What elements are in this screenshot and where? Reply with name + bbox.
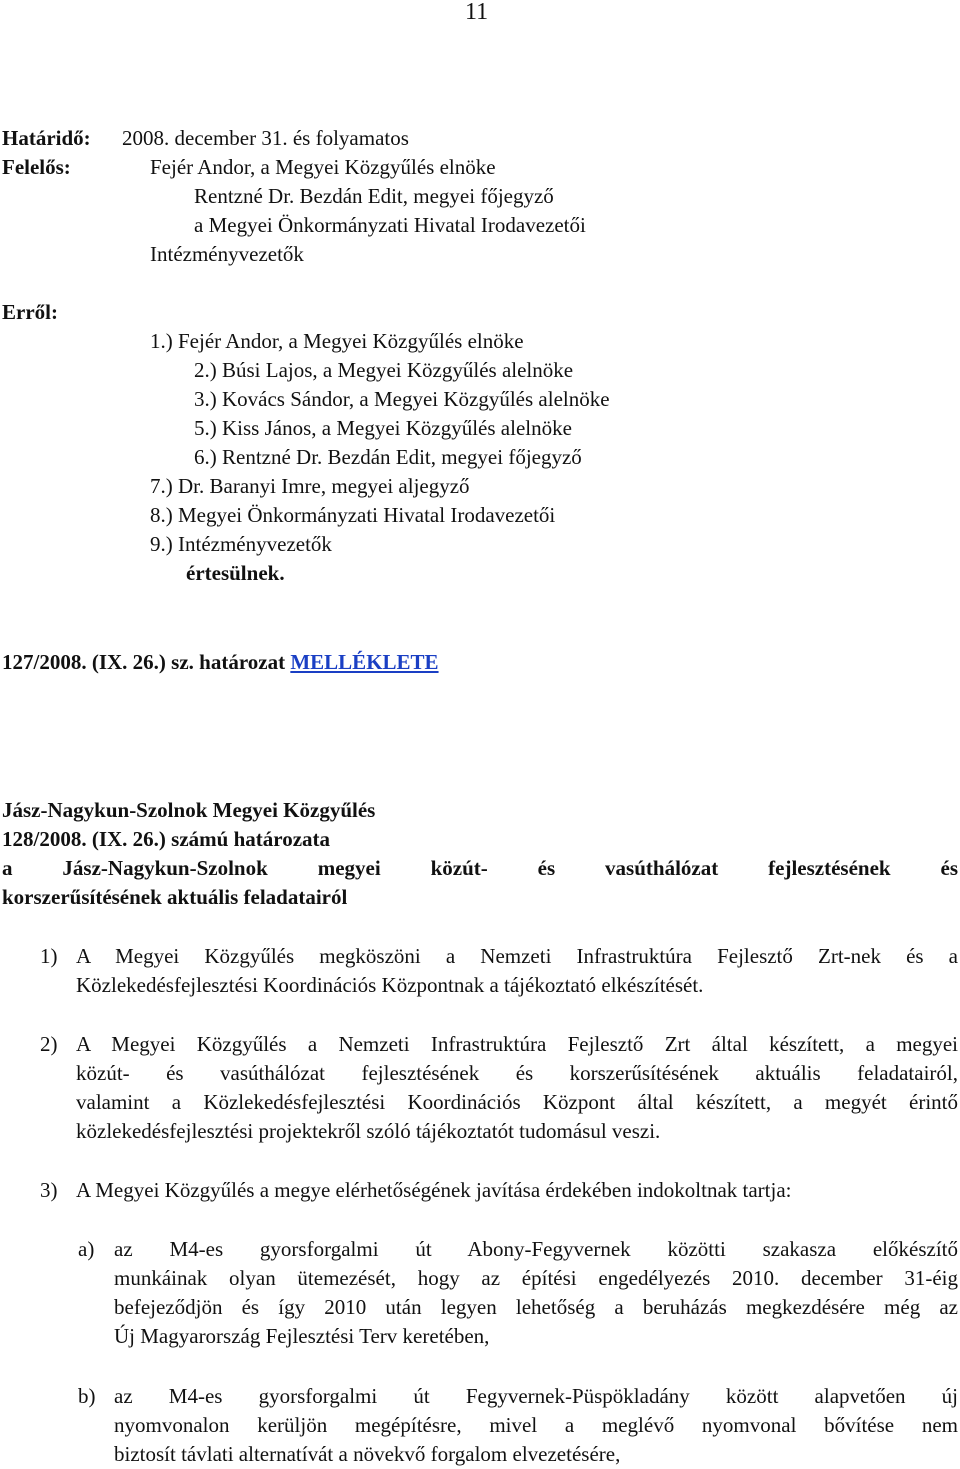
deadline-label: Határidő: xyxy=(2,126,91,150)
point-line: A Megyei Közgyűlés a megye elérhetőségének javítása érdekében indokoltnak tartja: xyxy=(76,1178,792,1202)
resolution-subject-line2: korszerűsítésének aktuális feladatairól xyxy=(2,885,348,909)
notify-item: 7.) Dr. Baranyi Imre, megyei aljegyző xyxy=(150,474,470,498)
notify-item: 5.) Kiss János, a Megyei Közgyűlés alelnöke xyxy=(194,416,572,440)
responsible-line: a Megyei Önkormányzati Hivatal Irodavezetői xyxy=(194,213,586,237)
subpoint-line: biztosít távlati alternatívát a növekvő forgalom elvezetésére, xyxy=(114,1442,621,1466)
point-line: közút- és vasúthálózat fejlesztésének és korszerűsítésének aktuális feladatairól, xyxy=(76,1061,958,1085)
subpoint-line: munkáinak olyan ütemezését, hogy az építési engedélyezés 2010. december 31-éig xyxy=(114,1266,958,1290)
notify-closing: értesülnek. xyxy=(186,561,285,585)
point-line: A Megyei Közgyűlés a Nemzeti Infrastruktúra Fejlesztő Zrt által készített, a megyei xyxy=(76,1032,958,1056)
point-line: Közlekedésfejlesztési Koordinációs Központnak a tájékoztató elkészítését. xyxy=(76,973,704,997)
deadline-value: 2008. december 31. és folyamatos xyxy=(122,126,409,150)
point-number: 1) xyxy=(40,944,58,968)
annex-link[interactable]: MELLÉKLETE xyxy=(290,650,439,674)
subpoint-line: nyomvonalon kerüljön megépítésre, mivel a meglévő nyomvonal bővítése nem xyxy=(114,1413,958,1437)
notify-label: Erről: xyxy=(2,300,58,324)
point-number: 3) xyxy=(40,1178,58,1202)
annex-line xyxy=(2,648,439,677)
subpoint-line: Új Magyarország Fejlesztési Terv keretében, xyxy=(114,1324,490,1348)
point-line: közlekedésfejlesztési projektekről szóló tájékoztatót tudomásul veszi. xyxy=(76,1119,661,1143)
notify-item: 8.) Megyei Önkormányzati Hivatal Irodavezetői xyxy=(150,503,556,527)
responsible-line: Fejér Andor, a Megyei Közgyűlés elnöke xyxy=(150,155,496,179)
responsible-label: Felelős: xyxy=(2,155,71,179)
subpoint-line: befejeződjön és így 2010 után legyen lehetőség a beruházás megkezdésére még az xyxy=(114,1295,958,1319)
subpoint-line: az M4-es gyorsforgalmi út Fegyvernek-Püspökladány között alapvetően új xyxy=(114,1384,958,1408)
notify-item: 6.) Rentzné Dr. Bezdán Edit, megyei főjegyző xyxy=(194,445,582,469)
subpoint-text xyxy=(114,1235,958,1351)
responsible-line: Rentzné Dr. Bezdán Edit, megyei főjegyző xyxy=(194,184,554,208)
resolution-number: 128/2008. (IX. 26.) számú határozata xyxy=(2,827,331,851)
point-number: 2) xyxy=(40,1032,58,1056)
notify-item: 2.) Búsi Lajos, a Megyei Közgyűlés alelnöke xyxy=(194,358,574,382)
resolution-subject-line1: a Jász-Nagykun-Szolnok megyei közút- és vasúthálózat fejlesztésének és xyxy=(2,856,958,880)
notify-item: 9.) Intézményvezetők xyxy=(150,532,332,556)
notify-item: 1.) Fejér Andor, a Megyei Közgyűlés elnöke xyxy=(150,329,524,353)
resolution-body: Jász-Nagykun-Szolnok Megyei Közgyűlés xyxy=(2,798,376,822)
point-line: valamint a Közlekedésfejlesztési Koordinációs Központ által készített, a megyét érintő xyxy=(76,1090,958,1114)
point-line: A Megyei Közgyűlés megköszöni a Nemzeti Infrastruktúra Fejlesztő Zrt-nek és a xyxy=(76,944,958,968)
subpoint-line: az M4-es gyorsforgalmi út Abony-Fegyvernek közötti szakasza előkészítő xyxy=(114,1237,958,1261)
subpoint-text xyxy=(114,1382,958,1469)
subpoint-letter: a) xyxy=(78,1237,95,1261)
notify-item: 3.) Kovács Sándor, a Megyei Közgyűlés alelnöke xyxy=(194,387,610,411)
responsible-line: Intézményvezetők xyxy=(150,242,304,266)
annex-text: 127/2008. (IX. 26.) sz. határozat xyxy=(2,650,286,674)
subpoint-letter: b) xyxy=(78,1384,96,1408)
point-text xyxy=(76,942,958,1000)
page-number: 11 xyxy=(465,0,489,25)
point-text xyxy=(76,1030,958,1146)
